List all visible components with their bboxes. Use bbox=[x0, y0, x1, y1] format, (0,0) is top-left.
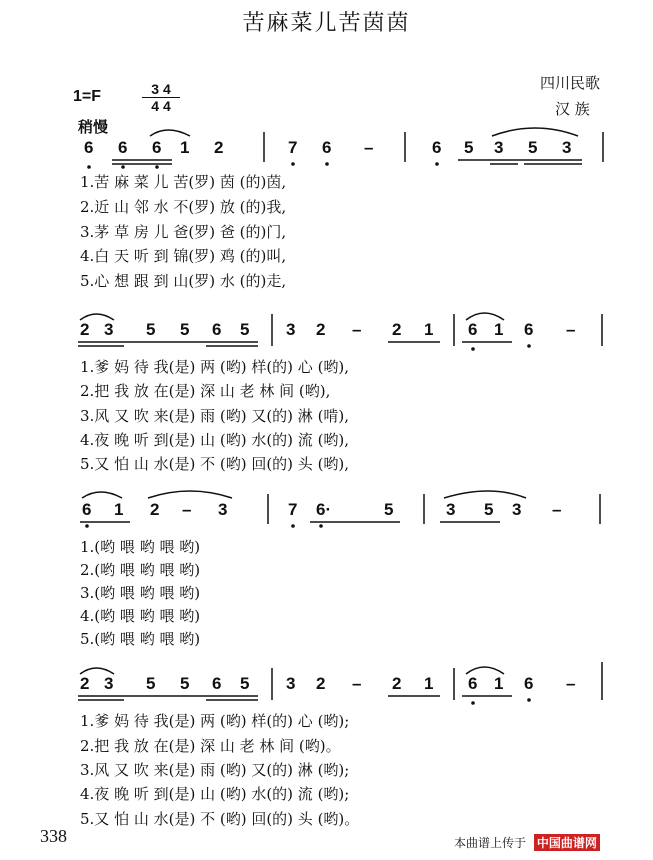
note: 5 bbox=[146, 674, 156, 693]
note: 1 bbox=[424, 674, 434, 693]
note: 2 bbox=[316, 674, 326, 693]
meter-top: 3 4 bbox=[151, 81, 171, 97]
note: 1 bbox=[424, 320, 434, 339]
lyric-line: 2.把 我 放 在(是) 深 山 老 林 间 (哟)。 bbox=[80, 737, 341, 755]
note: 1 bbox=[180, 138, 190, 157]
note: 6 bbox=[524, 674, 534, 693]
note: 7 bbox=[288, 138, 298, 157]
note-dash: – bbox=[566, 320, 576, 339]
site-logo: 中国曲谱网 bbox=[534, 834, 600, 851]
note: 3 bbox=[104, 320, 114, 339]
note: 6 bbox=[322, 138, 332, 157]
note: 6 bbox=[468, 674, 478, 693]
note: 3 bbox=[286, 674, 296, 693]
note: 5 bbox=[528, 138, 538, 157]
note: 5 bbox=[180, 320, 190, 339]
source-label: 四川民歌 bbox=[540, 74, 601, 92]
note: 6· bbox=[316, 500, 332, 519]
note: 6 bbox=[118, 138, 128, 157]
lyric-line: 5.又 怕 山 水(是) 不 (哟) 回(的) 头 (哟)。 bbox=[80, 810, 360, 828]
note: 3 bbox=[562, 138, 572, 157]
upload-note-text: 本曲谱上传于 bbox=[454, 836, 527, 850]
lyric-line: 4.夜 晚 听 到(是) 山 (哟) 水(的) 流 (哟); bbox=[80, 785, 350, 803]
lyric-line: 1.爹 妈 待 我(是) 两 (哟) 样(的) 心 (哟), bbox=[80, 358, 350, 376]
note: 1 bbox=[494, 674, 504, 693]
lyric-line: 4.(哟 喂 哟 喂 哟) bbox=[80, 607, 201, 625]
lyric-line: 5.(哟 喂 哟 喂 哟) bbox=[80, 630, 201, 648]
note: 6 bbox=[212, 320, 222, 339]
lyric-line: 3.风 又 吹 来(是) 雨 (哟) 又(的) 淋 (哟); bbox=[80, 761, 350, 779]
note: 3 bbox=[218, 500, 228, 519]
note: 2 bbox=[80, 674, 90, 693]
note: 6 bbox=[432, 138, 442, 157]
note: 3 bbox=[446, 500, 456, 519]
song-title: 苦麻菜儿苦茵茵 bbox=[242, 11, 411, 36]
note: 5 bbox=[240, 674, 250, 693]
lyric-line: 3.风 又 吹 来(是) 雨 (哟) 又(的) 淋 (啃), bbox=[80, 407, 350, 425]
note: 5 bbox=[240, 320, 250, 339]
note: 2 bbox=[150, 500, 160, 519]
note: 6 bbox=[84, 138, 94, 157]
note: 6 bbox=[468, 320, 478, 339]
meter-bottom: 4 4 bbox=[151, 98, 171, 114]
note: 5 bbox=[146, 320, 156, 339]
note: 2 bbox=[214, 138, 224, 157]
page-number: 338 bbox=[40, 826, 67, 846]
lyric-line: 1.(哟 喂 哟 喂 哟) bbox=[80, 538, 201, 556]
lyric-line: 4.夜 晚 听 到(是) 山 (哟) 水(的) 流 (哟), bbox=[80, 431, 350, 449]
note: 3 bbox=[286, 320, 296, 339]
lyric-line: 5.又 怕 山 水(是) 不 (哟) 回(的) 头 (哟), bbox=[80, 455, 350, 473]
note: 5 bbox=[484, 500, 494, 519]
note-dash: – bbox=[566, 674, 576, 693]
upload-note bbox=[454, 834, 600, 851]
note: 3 bbox=[104, 674, 114, 693]
lyric-line: 2.把 我 放 在(是) 深 山 老 林 间 (哟), bbox=[80, 382, 331, 400]
note-dash: – bbox=[352, 674, 362, 693]
note: 6 bbox=[82, 500, 92, 519]
note-dash: – bbox=[552, 500, 562, 519]
lyric-line: 4.白 天 听 到 锦(罗) 鸡 (的)叫, bbox=[80, 247, 287, 265]
note: 5 bbox=[180, 674, 190, 693]
note: 6 bbox=[212, 674, 222, 693]
note: 2 bbox=[392, 674, 402, 693]
lyric-line: 3.茅 草 房 儿 爸(罗) 爸 (的)门, bbox=[80, 223, 287, 241]
note: 6 bbox=[524, 320, 534, 339]
note: 1 bbox=[494, 320, 504, 339]
lyric-line: 3.(哟 喂 哟 喂 哟) bbox=[80, 584, 201, 602]
note: 5 bbox=[384, 500, 394, 519]
note: 6 bbox=[152, 138, 162, 157]
tempo-marking: 稍慢 bbox=[78, 118, 109, 136]
lyric-line: 1.爹 妈 待 我(是) 两 (哟) 样(的) 心 (哟); bbox=[80, 712, 350, 730]
note: 2 bbox=[392, 320, 402, 339]
note: 7 bbox=[288, 500, 298, 519]
note: 1 bbox=[114, 500, 124, 519]
note-dash: – bbox=[352, 320, 362, 339]
note: 3 bbox=[494, 138, 504, 157]
note: 2 bbox=[316, 320, 326, 339]
note: 2 bbox=[80, 320, 90, 339]
lyric-line: 2.(哟 喂 哟 喂 哟) bbox=[80, 561, 201, 579]
note: 3 bbox=[512, 500, 522, 519]
lyric-line: 5.心 想 跟 到 山(罗) 水 (的)走, bbox=[80, 272, 287, 290]
note-dash: – bbox=[182, 500, 192, 519]
key-signature: 1=F bbox=[73, 88, 102, 105]
note: 5 bbox=[464, 138, 474, 157]
ethnicity-label: 汉 族 bbox=[555, 100, 590, 118]
lyric-line: 1.苦 麻 菜 儿 苦(罗) 茵 (的)茵, bbox=[80, 173, 287, 191]
lyric-line: 2.近 山 邻 水 不(罗) 放 (的)我, bbox=[80, 198, 287, 216]
note-dash: – bbox=[364, 138, 374, 157]
